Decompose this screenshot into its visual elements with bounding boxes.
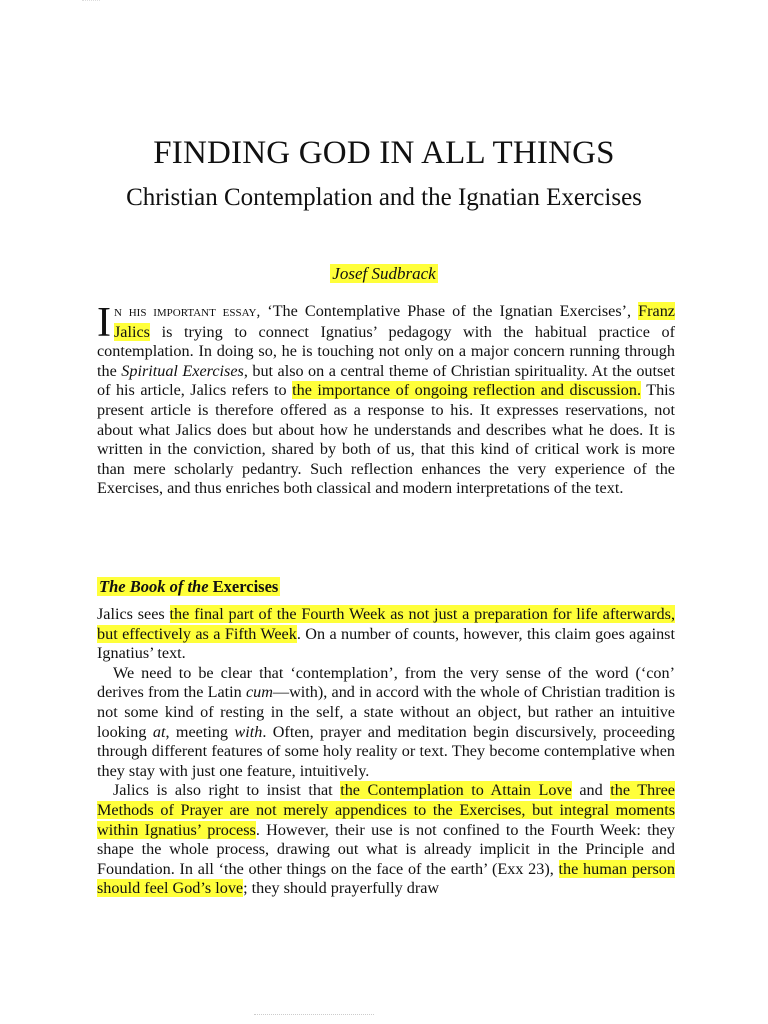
p2-text-3: , meeting: [165, 722, 235, 741]
section-heading: [97, 576, 280, 598]
section-body: [97, 605, 675, 899]
article-author: [0, 263, 768, 285]
drop-cap: I: [97, 300, 111, 346]
highlight-fifth-week: the final part of the Fourth Week as not just a preparation for life afterwards, but effectively as a Fifth Week: [97, 605, 675, 643]
page-footer-mark: [254, 1014, 374, 1017]
highlight-ongoing-reflection: the importance of ongoing reflection and discussion.: [292, 381, 642, 400]
highlight-contemplation-love: the Contemplation to Attain Love: [340, 781, 572, 800]
paragraph-2: [97, 664, 675, 782]
p1-text-2: . On a number of counts, however, this claim goes against Ignatius’ text.: [97, 624, 675, 663]
paragraph-3: [97, 781, 675, 899]
p3-text-3: . However, their use is not confined to the Fourth Week: they shape the whole process, drawing out what is already implicit in the Principle and Foundation. In all ‘the other things on the face of the earth’ (Exx 23),: [97, 820, 676, 878]
intro-emphasis-spiritual-exercises: Spiritual Exercises: [121, 361, 244, 380]
highlight-franz-jalics: Franz Jalics: [114, 302, 675, 341]
paragraph-1: [97, 605, 675, 664]
p3-text-2: and: [571, 781, 611, 800]
section-heading-italic: The Book of the: [99, 577, 209, 596]
page-header-mark: [82, 0, 100, 5]
highlight-three-methods: the Three Methods of Prayer are not merely appendices to the Exercises, but integral moments within Ignatius’ process: [97, 781, 675, 839]
intro-text-1: ‘The Contemplative Phase of the Ignatian Exercises’,: [260, 302, 639, 320]
intro-text-3: , but also on a central theme of Christian spirituality. At the outset of his article, Jalics refers to: [97, 361, 675, 400]
section-heading-highlight: [97, 577, 280, 596]
p2-emphasis-at: at: [152, 722, 166, 741]
intro-text-4: This present article is therefore offered as a response to his. It expresses reservations, not about what Jalics does but about how he understands and describes what he does. It is written in the conviction, shared by both of us, that this kind of critical work is more than mere scholarly pedantry. Such reflection enhances the very experience of the Exercises, and thus enriches both classical and modern interpretations of the text.: [97, 381, 675, 498]
intro-text-2: is trying to connect Ignatius’ pedagogy with the habitual practice of contemplation. In doing so, he is touching not only on a major concern running through the: [97, 322, 675, 380]
article-title: FINDING GOD IN ALL THINGS: [153, 135, 615, 171]
p2-text-2: —with), and in accord with the whole of Christian tradition is not some kind of resting in the self, a state without an object, but rather an intuitive looking: [97, 683, 676, 741]
article-subtitle: Christian Contemplation and the Ignatian Exercises: [126, 184, 642, 211]
highlight-gods-love: the human person should feel God’s love: [97, 859, 675, 898]
p2-text-1: We need to be clear that ‘contemplation’, from the very sense of the word (‘con’ derives from the Latin: [97, 663, 675, 702]
p3-text-4: ; they should prayerfully draw: [243, 879, 440, 898]
p2-text-4: . Often, prayer and meditation begin discursively, proceeding through different features of some holy reality or text. They become contemplative when they stay with just one feature, intuitively.: [97, 722, 675, 780]
p2-emphasis-with: with: [234, 722, 263, 741]
section-heading-bold: Exercises: [208, 577, 279, 596]
p3-text-1: Jalics is also right to insist that: [113, 781, 341, 800]
p1-text-1: Jalics sees: [97, 605, 170, 623]
p2-emphasis-cum: cum: [245, 683, 273, 702]
intro-paragraph: [97, 302, 675, 499]
intro-smallcaps: n his important essay,: [114, 304, 261, 320]
author-name: Josef Sudbrack: [332, 264, 436, 283]
